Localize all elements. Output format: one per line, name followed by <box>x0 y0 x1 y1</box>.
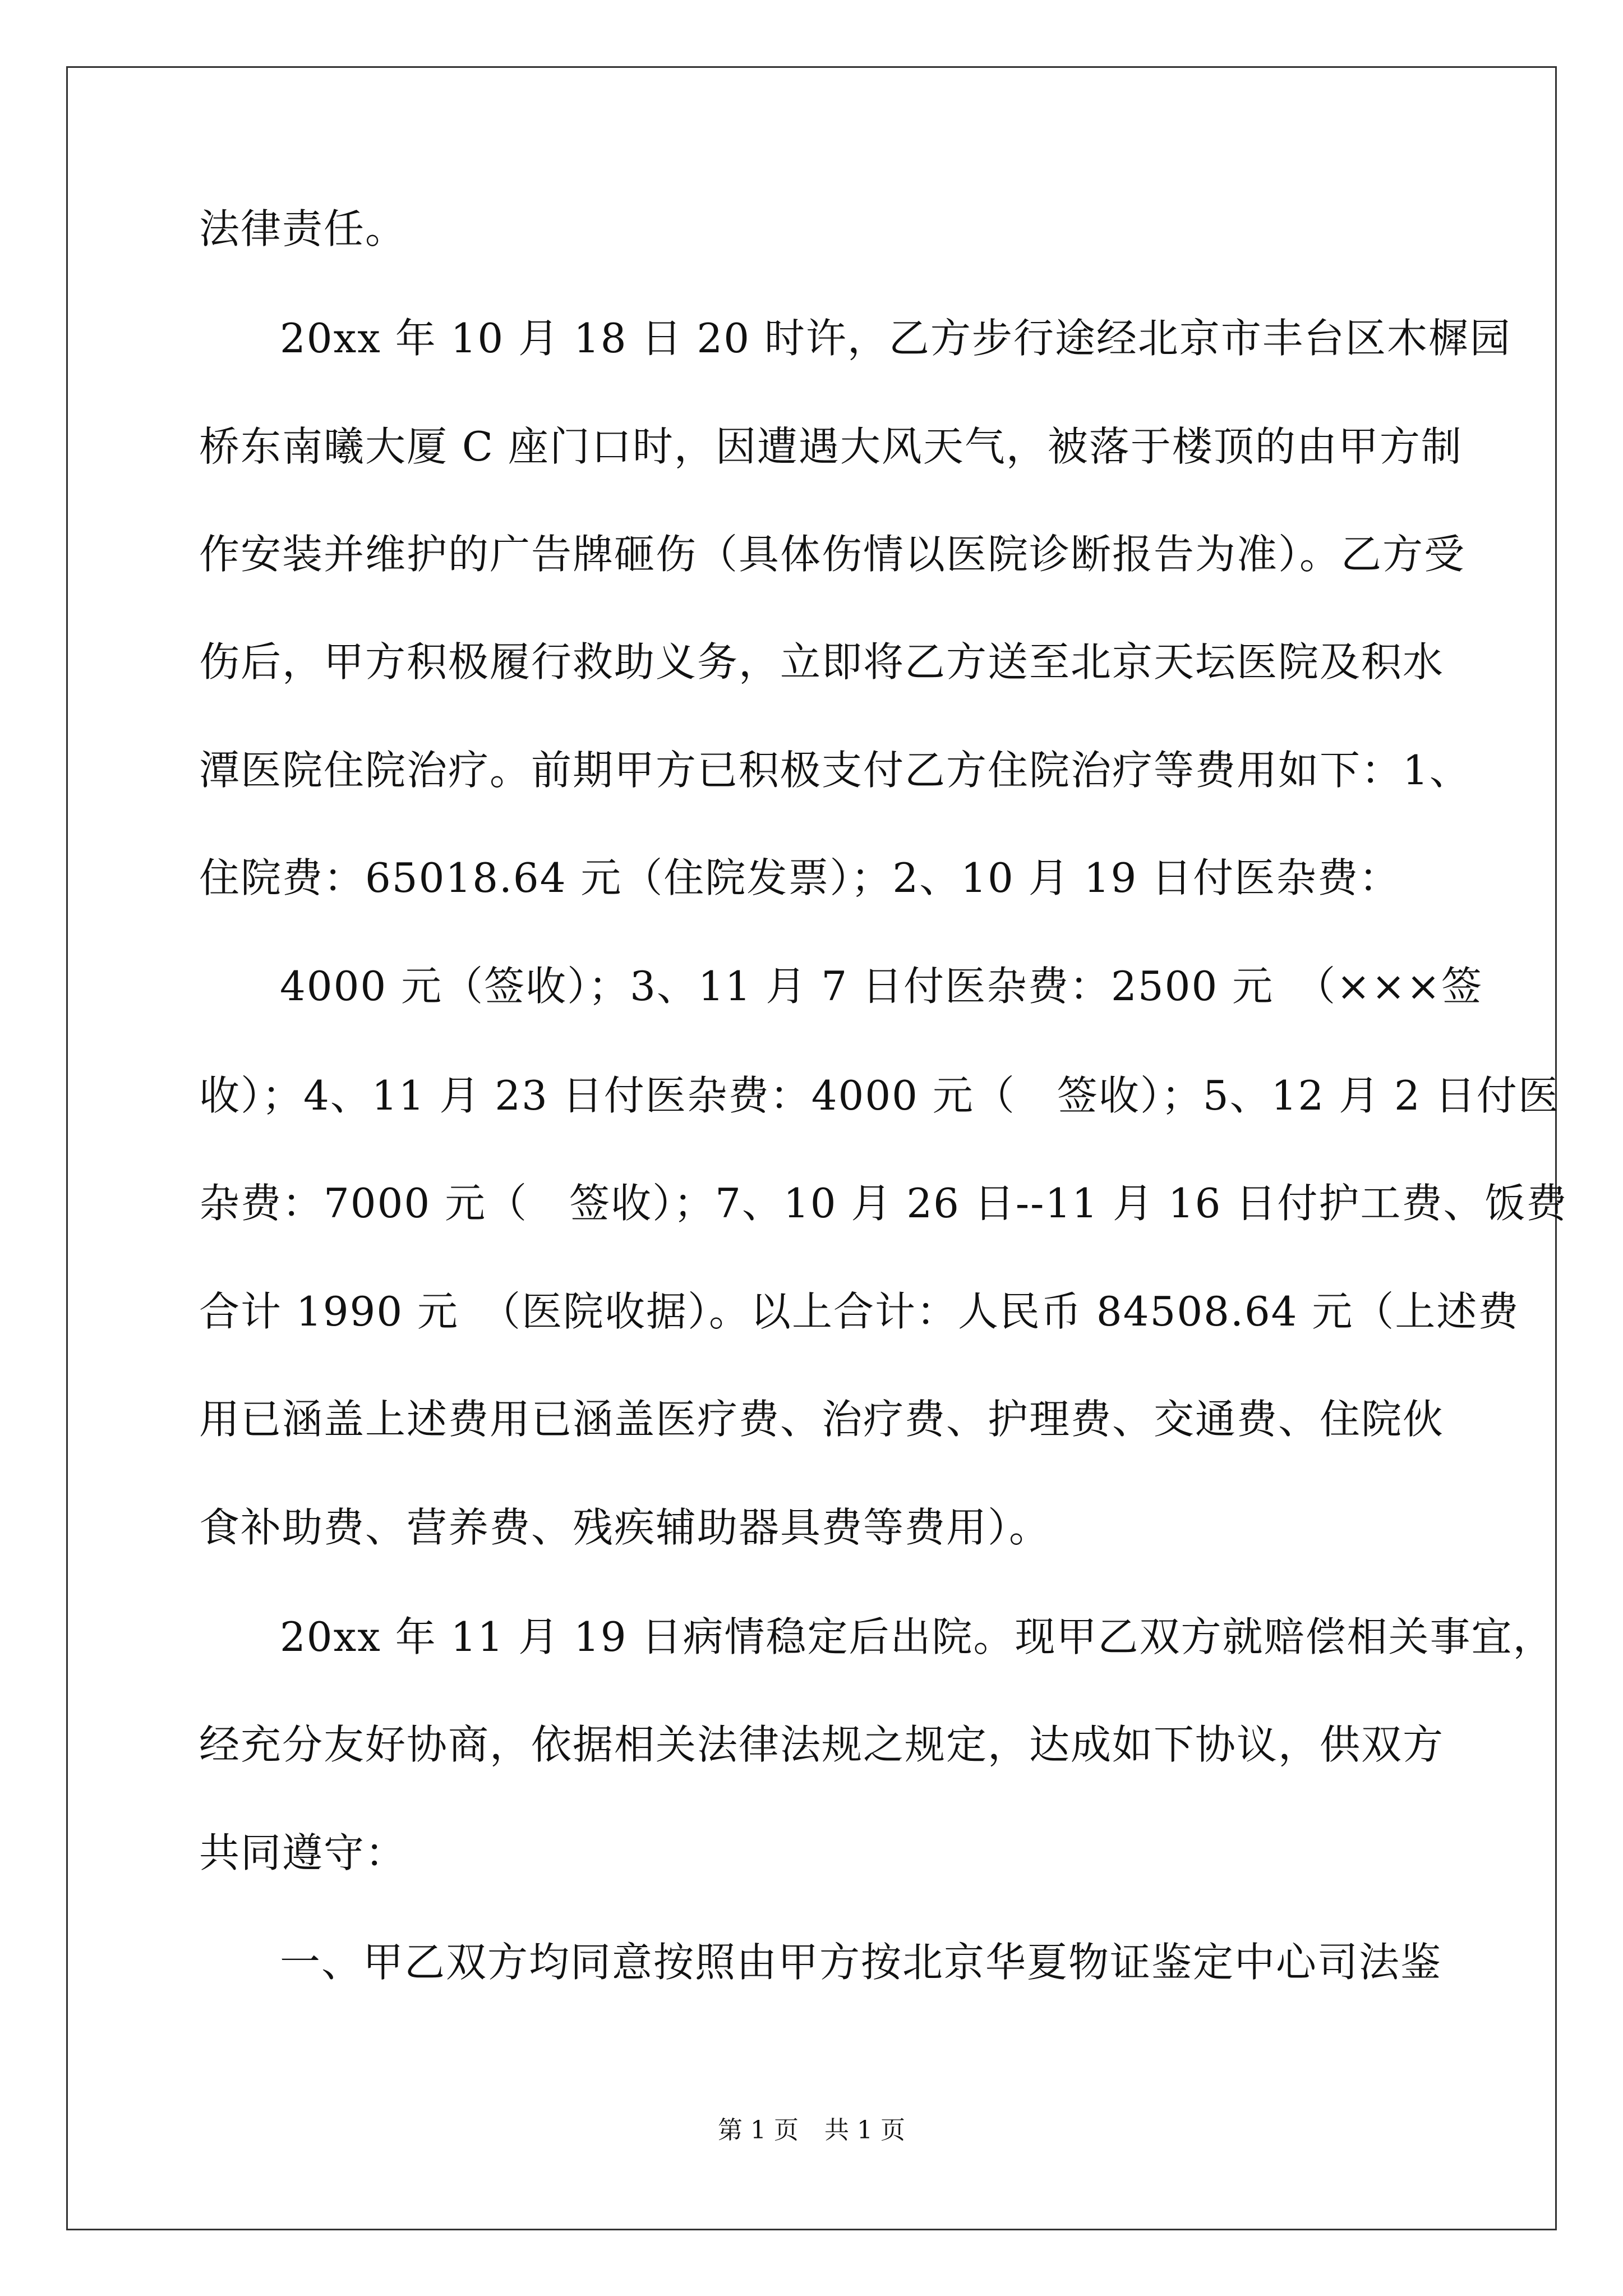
text-line: 收）；4、11 月 23 日付医杂费：4000 元（ 签收）；5、12 月 2 日付医 <box>199 1072 1560 1119</box>
paragraph-line: 一、甲乙双方均同意按照由甲方按北京华夏物证鉴定中心司法鉴 <box>280 1939 1442 1986</box>
paragraph-line: 20xx 年 10 月 18 日 20 时许，乙方步行途经北京市丰台区木樨园 <box>280 315 1511 362</box>
text-line: 潭医院住院治疗。前期甲方已积极支付乙方住院治疗等费用如下：1、 <box>199 747 1471 794</box>
text-line: 合计 1990 元 （医院收据）。以上合计：人民币 84508.64 元（上述费 <box>199 1288 1520 1335</box>
text-line: 食补助费、营养费、残疾辅助器具费等费用）。 <box>199 1504 1051 1551</box>
page-footer <box>0 2115 1623 2146</box>
text-line: 作安装并维护的广告牌砸伤（具体伤情以医院诊断报告为准）。乙方受 <box>199 531 1466 578</box>
text-line: 用已涵盖上述费用已涵盖医疗费、治疗费、护理费、交通费、住院伙 <box>199 1396 1445 1443</box>
paragraph-line: 4000 元（签收）；3、11 月 7 日付医杂费：2500 元 （×××签 <box>280 963 1483 1010</box>
page-number: 第 1 页 <box>718 2116 799 2145</box>
page-border <box>66 66 1557 2230</box>
text-line: 杂费：7000 元（ 签收）；7、10 月 26 日--11 月 16 日付护工费、饭费 <box>199 1180 1568 1227</box>
text-line: 桥东南曦大厦 C 座门口时，因遭遇大风天气，被落于楼顶的由甲方制 <box>199 423 1463 470</box>
paragraph-line: 20xx 年 11 月 19 日病情稳定后出院。现甲乙双方就赔偿相关事宜， <box>280 1613 1555 1660</box>
text-line: 住院费：65018.64 元（住院发票）；2、10 月 19 日付医杂费： <box>199 854 1401 901</box>
text-line: 伤后，甲方积极履行救助义务，立即将乙方送至北京天坛医院及积水 <box>199 638 1445 685</box>
text-line: 法律责任。 <box>199 205 407 252</box>
text-line: 共同遵守： <box>199 1829 407 1876</box>
page-total: 共 1 页 <box>824 2116 905 2145</box>
text-line: 经充分友好协商，依据相关法律法规之规定，达成如下协议，供双方 <box>199 1721 1445 1768</box>
